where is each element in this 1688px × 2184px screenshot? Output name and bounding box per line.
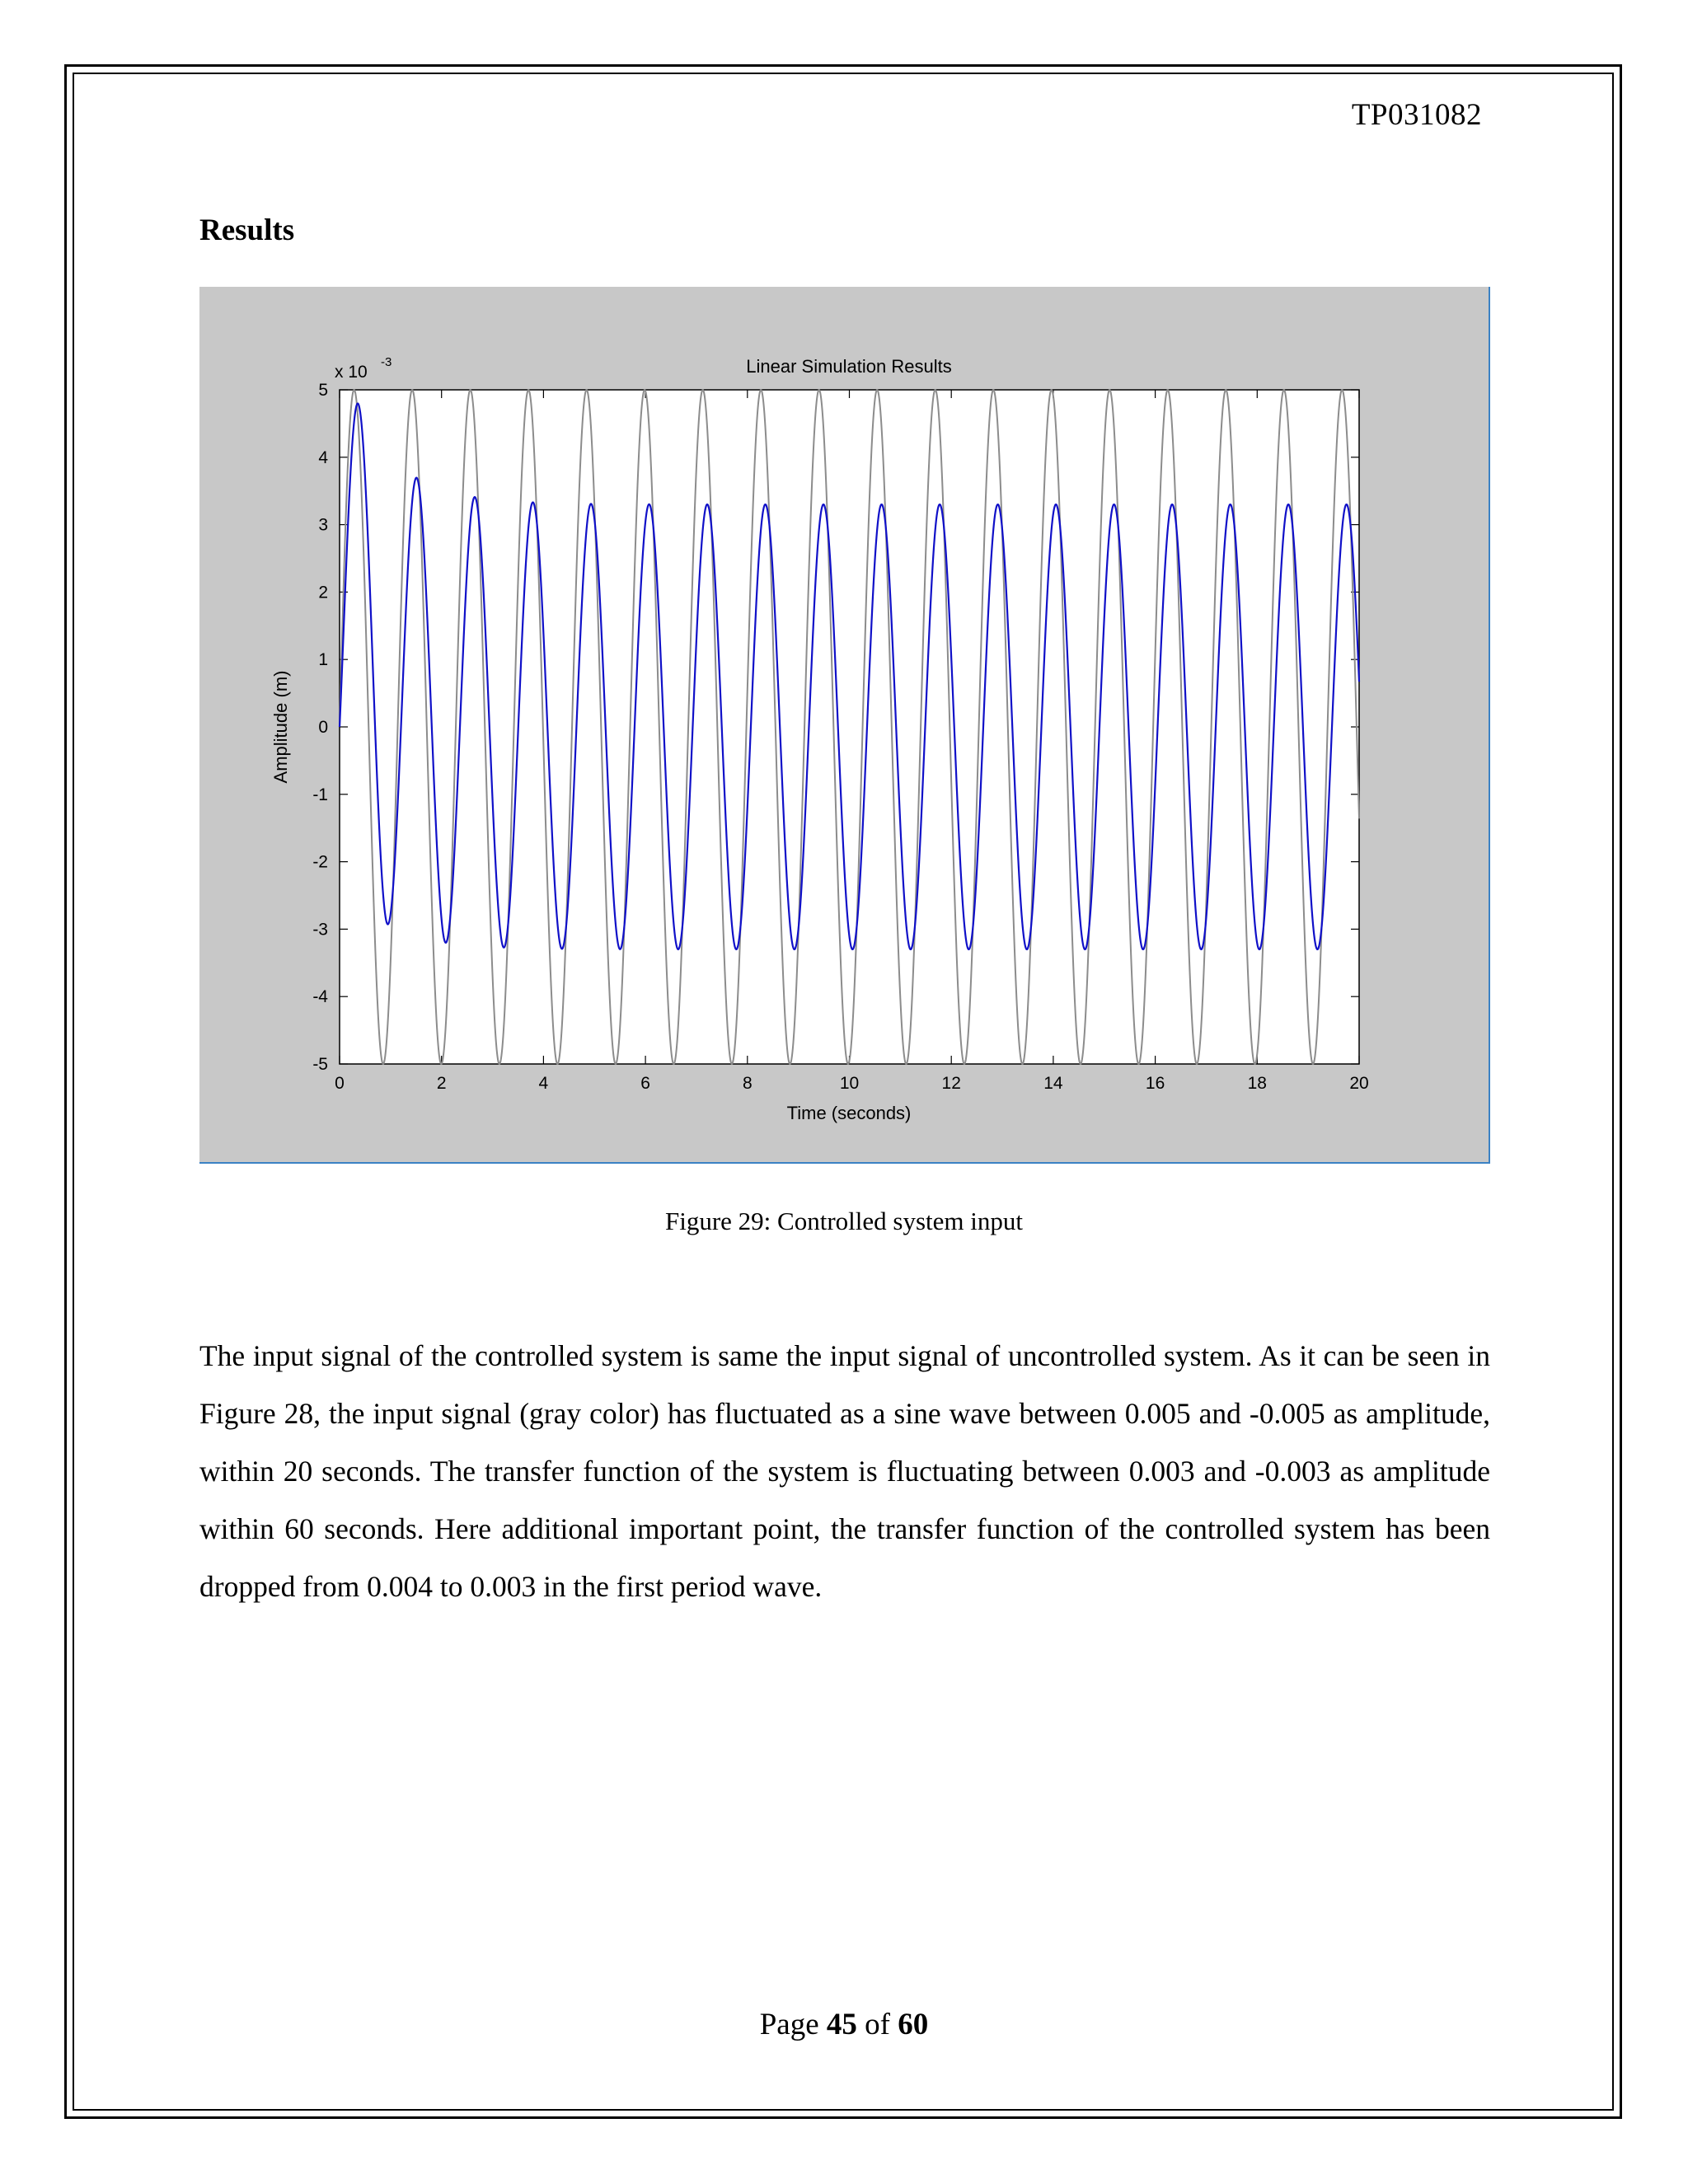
figure-caption: Figure 29: Controlled system input — [665, 1207, 1023, 1235]
x-tick-label: 8 — [742, 1074, 753, 1093]
x-tick-label: 12 — [941, 1074, 961, 1093]
line-chart — [199, 287, 1489, 1162]
y-tick-label: 0 — [318, 718, 328, 737]
body-paragraph: The input signal of the controlled system is same the input signal of uncontrolled system. As it can be seen in Figure 28, the input signal (gray color) has fluctuated as a sine wave between 0.005 and -0.005 as amplitude, within 20 seconds. The transfer function of the system is fluctuating between 0.003 and -0.003 as amplitude within 60 seconds. Here additional important point, the transfer function of the controlled system has been dropped from 0.004 to 0.003 in the first period wave. — [199, 1339, 1490, 1603]
y-tick-label: -2 — [312, 852, 328, 872]
section-heading: Results — [199, 213, 295, 247]
x-tick-label: 10 — [839, 1074, 860, 1093]
y-multiplier-exponent: -3 — [381, 355, 392, 369]
document-id: TP031082 — [1351, 98, 1482, 132]
page-of: of — [865, 2008, 890, 2041]
y-tick-label: 2 — [318, 583, 328, 602]
y-tick-label: 1 — [318, 650, 328, 670]
x-axis-label: Time (seconds) — [786, 1103, 912, 1123]
x-tick-label: 6 — [640, 1074, 650, 1093]
x-tick-label: 20 — [1349, 1074, 1369, 1093]
page-total: 60 — [898, 2008, 929, 2041]
x-tick-label: 0 — [335, 1074, 345, 1093]
y-multiplier-label: x 10 — [335, 363, 368, 382]
page-prefix: Page — [759, 2008, 819, 2041]
x-tick-label: 4 — [538, 1074, 549, 1093]
y-tick-label: -5 — [312, 1055, 328, 1074]
y-tick-label: -4 — [312, 987, 328, 1007]
y-tick-label: -1 — [312, 785, 328, 804]
page-footer — [0, 2007, 1688, 2042]
y-tick-label: 5 — [318, 381, 328, 400]
x-tick-label: 2 — [436, 1074, 447, 1093]
x-tick-label: 18 — [1247, 1074, 1267, 1093]
y-tick-label: -3 — [312, 920, 328, 940]
x-tick-label: 14 — [1043, 1074, 1063, 1093]
y-tick-label: 3 — [318, 515, 328, 535]
figure-chart — [199, 287, 1490, 1164]
x-tick-label: 16 — [1145, 1074, 1165, 1093]
chart-title: Linear Simulation Results — [746, 356, 952, 377]
page-number: 45 — [826, 2008, 857, 2041]
y-axis-label: Amplitude (m) — [270, 670, 291, 784]
y-tick-label: 4 — [318, 448, 328, 467]
